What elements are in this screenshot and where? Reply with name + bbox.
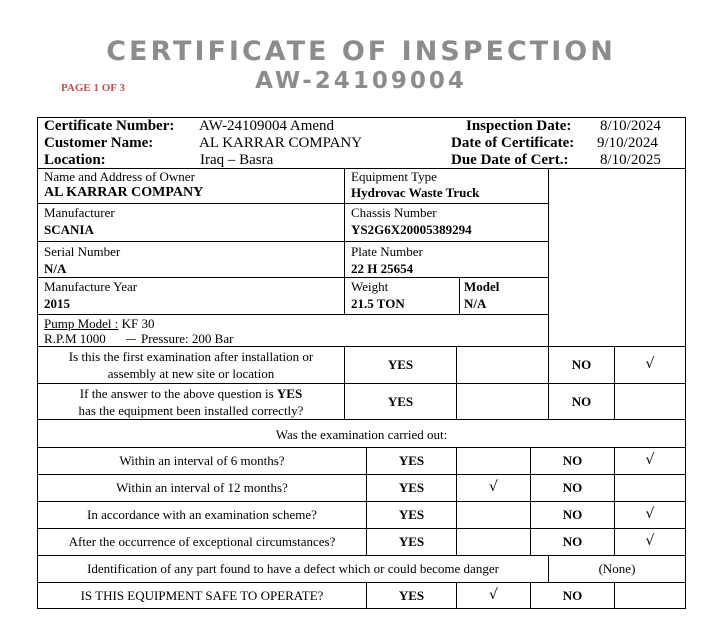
q1-no: NO [571,357,592,372]
exceptional-yes: YES [398,534,425,549]
defect-label: Identification of any part found to have a defect which or could become danger [87,561,499,576]
chassis-value: YS2G6X20005389294 [351,222,472,237]
weight-label: Weight [351,279,389,294]
serial-value: N/A [44,261,67,276]
scheme-label: In accordance with an examination scheme? [87,507,317,522]
interval6-label: Within an interval of 6 months? [119,453,285,468]
plate-label: Plate Number [351,244,423,259]
cert-number-label: Certificate Number: [44,118,175,134]
customer-value: AL KARRAR COMPANY [199,135,363,151]
cert-date-label: Date of Certificate: [451,135,575,151]
manufacturer-label: Manufacturer [44,205,115,220]
scheme-no: NO [562,507,583,522]
owner-label: Name and Address of Owner [44,169,195,184]
due-date-label: Due Date of Cert.: [451,152,569,168]
pump-model-value: KF 30 [121,316,155,331]
safe-yes: YES [398,588,425,603]
certificate-number-heading: AW-24109004 [255,68,467,94]
arrow-icon [126,339,136,340]
safe-checkmark-icon: √ [489,587,498,603]
plate-value: 22 H 25654 [351,261,414,276]
q2-yes: YES [387,394,414,409]
inspection-date-label: Inspection Date: [466,118,572,134]
location-value: Iraq – Basra [200,152,274,168]
weight-value: 21.5 TON [351,296,405,311]
rpm-text: R.P.M 1000 [44,331,106,346]
q2-line1-text: If the answer to the above question is [79,386,274,401]
customer-label: Customer Name: [44,135,154,151]
due-date-value: 8/10/2025 [600,152,661,168]
page-label: PAGE 1 OF 3 [61,82,125,94]
chassis-label: Chassis Number [351,205,437,220]
year-value: 2015 [44,296,70,311]
q1-line1: Is this the first examination after installation or [68,349,314,364]
interval12-checkmark-icon: √ [489,479,498,495]
interval12-yes: YES [398,480,425,495]
q2-line2: has the equipment been installed correctly? [78,403,304,418]
cert-date-value: 9/10/2024 [597,135,658,151]
scheme-yes: YES [398,507,425,522]
exceptional-no: NO [562,534,583,549]
safe-label: IS THIS EQUIPMENT SAFE TO OPERATE? [80,588,324,603]
q1-yes: YES [387,357,414,372]
q1-line2: assembly at new site or location [107,366,275,381]
serial-label: Serial Number [44,244,121,259]
interval12-label: Within an interval of 12 months? [116,480,288,495]
certificate-title: CERTIFICATE OF INSPECTION [106,36,616,67]
q2-no: NO [571,394,592,409]
q2-line1-bold: YES [276,386,303,401]
q2-line1 [38,386,344,401]
defect-value: (None) [598,561,636,576]
safe-no: NO [562,588,583,603]
q1-no-checkmark-icon: √ [645,356,655,372]
interval6-no: NO [562,453,583,468]
model-label: Model [464,279,500,294]
year-label: Manufacture Year [44,279,138,294]
equipment-type-value: Hydrovac Waste Truck [351,185,480,200]
pressure-text: Pressure: 200 Bar [141,331,234,346]
pump-model-label: Pump Model : [44,316,119,331]
interval12-no: NO [562,480,583,495]
model-value: N/A [464,296,487,311]
scheme-checkmark-icon: √ [645,506,655,522]
interval6-checkmark-icon: √ [645,452,655,468]
location-label: Location: [44,152,106,168]
pump-model [44,316,155,331]
interval6-yes: YES [398,453,425,468]
inspection-date-value: 8/10/2024 [600,118,661,134]
exceptional-checkmark-icon: √ [645,533,655,549]
owner-value: AL KARRAR COMPANY [44,185,204,200]
exceptional-label: After the occurrence of exceptional circumstances? [68,534,336,549]
cert-number-value: AW-24109004 Amend [199,118,335,134]
equipment-type-label: Equipment Type [351,169,437,184]
exam-header: Was the examination carried out: [275,427,448,442]
manufacturer-value: SCANIA [44,222,94,237]
